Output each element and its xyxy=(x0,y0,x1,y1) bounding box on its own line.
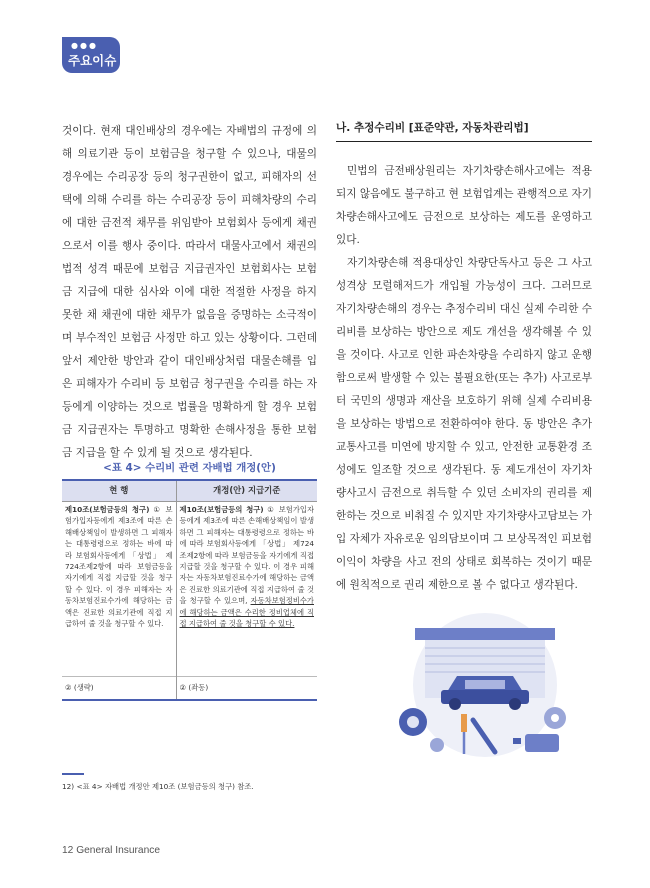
section-title: 나. 추정수리비 [표준약관, 자동차관리법] xyxy=(336,120,592,142)
current-article: 제10조(보험금등의 청구) xyxy=(65,505,150,514)
table-header-current: 현 행 xyxy=(62,480,176,502)
right-column-text xyxy=(336,160,592,597)
proposed-law-cell xyxy=(176,502,317,677)
publication-name: General Insurance xyxy=(76,845,161,856)
proposed-underlined-text: 자동차보험정비수가에 해당하는 금액은 수리한 정비업체에 직접 지급하여 줄 것을 청구할 수 있다. xyxy=(179,596,314,629)
page-footer xyxy=(62,845,160,856)
badge-dots: ●●● xyxy=(71,41,98,50)
footnote: 12) <표 4> 자배법 개정안 제10조 (보험금등의 청구) 참조. xyxy=(62,782,254,791)
current-law-cell xyxy=(62,502,176,677)
table-title: <표 4> 수리비 관련 자배법 개정(안) xyxy=(103,462,276,474)
proposed-text: ① 보험가입자등에게 제3조에 따른 손해배상책임이 발생하면 그 피해자는 대통령령으로 정하는 바에 따라 보험회사등에게 「상법」 제724조제2항에 따라 보험금등을 자기에게 직접 지급할 것을 청구할 수 있다. 이 경우 피해자는 자동차보험진료수가에 해당하는 금액은 진료한 의료기관에 직접 지급하여 줄 것을 청구할 수 있으며, xyxy=(179,505,314,606)
right-paragraph-2: 자기차량손해 적용대상인 차량단독사고 등은 그 사고 성격상 모럴해저드가 개입될 가능성이 크다. 그러므로 자기차량손해의 경우는 추정수리비 대신 실제 수리한 수리비를 보상하는 방안으로 제도 개선을 생각해볼 수 있을 것이다. 사고로 인한 파손차량을 수리하지 않고 운행함으로써 발생할 수 있는 불필요한(또는 추가) 사고로부터 국민의 생명과 재산을 보호하기 위해 실제 수리비용을 보상하는 방법으로 전환하여야 한다. 동 방안은 추가 교통사고를 미연에 방지할 수 있고, 안전한 교통환경 조성에도 일조할 것으로 생각된다. 동 제도개선이 자기차량사고시 금전으로 취득할 수 있던 소비자의 권리를 제한하는 것으로 비춰질 수 있지만 자기차량사고담보는 가입 자체가 자유로운 임의담보이며 그 보상목적인 피보험이익이 차량을 사고 전의 상태로 회복하는 것이기 때문에 원칙적으로 권리 제한으로 볼 수 없다고 생각된다. xyxy=(336,257,592,591)
tire-icon xyxy=(399,708,427,736)
footnote-divider xyxy=(62,773,84,775)
garage-roof-icon xyxy=(415,628,555,640)
proposed-footer-cell: ② (좌동) xyxy=(176,677,317,701)
current-text: ① 보험가입자등에게 제3조에 따른 손해배상책임이 발생하면 그 피해자는 대통령령으로 정하는 바에 따라 보험회사등에게 「상법」 제724조제2항에 따라 보험금등을 자기에게 직접 지급할 것을 청구할 수 있다. 이 경우 피해자는 자동차보험진료수가에 해당하는 금액은 진료한 의료기관에 직접 지급하여 줄 것을 청구할 수 있다. xyxy=(65,505,173,629)
comparison-table xyxy=(62,479,317,701)
car-repair-illustration xyxy=(385,610,585,760)
page-number: 12 xyxy=(62,845,74,856)
table-header-proposed: 개정(안) 지급기준 xyxy=(176,480,317,502)
section-badge xyxy=(62,37,120,73)
left-paragraph: 것이다. 현재 대인배상의 경우에는 자배법의 규정에 의해 의료기관 등이 보험금을 청구할 수 있으나, 대물의 경우에는 수리공장 등의 청구권한이 없고, 피해자의 선택에 의해 수리를 하는 수리공장 등이 피해차량의 수리에 대한 금전적 채무를 위임받아 보험회사 등에게 채권으로서 이를 행사 중이다. 따라서 대물사고에서 채권의 법적 성격 때문에 보험금 지급권자인 보험회사는 보험금 지급에 대한 심사와 이에 대한 적절한 사정을 하지 못한 채 채권에 대한 채무가 없음을 증명하는 소극적이며 부수적인 보험금 사정만 하고 있는 상황이다. 그런데 앞서 제안한 방안과 같이 대인배상처럼 대물손해를 입은 피해자가 수리비 등 보험금 청구권을 수리를 하는 자 등에게 이양하는 것으로 법률을 명확하게 할 경우 보험금 지급권자는 투명하고 명확한 손해사정을 통한 보험금 지급을 할 수 있게 될 것으로 생각된다. xyxy=(62,125,317,459)
right-paragraph-1: 민법의 금전배상원리는 자기차량손해사고에는 적용되지 않음에도 불구하고 현 보험업계는 관행적으로 자기차량손해사고에도 금전으로 보상하는 제도를 운영하고 있다. xyxy=(336,165,592,246)
left-column-text xyxy=(62,120,317,465)
current-footer-cell: ② (생략) xyxy=(62,677,176,701)
proposed-article: 제10조(보험금등의 청구) xyxy=(179,505,264,514)
badge-label: 주요이슈 xyxy=(68,53,117,68)
toolbox-icon xyxy=(525,734,559,752)
